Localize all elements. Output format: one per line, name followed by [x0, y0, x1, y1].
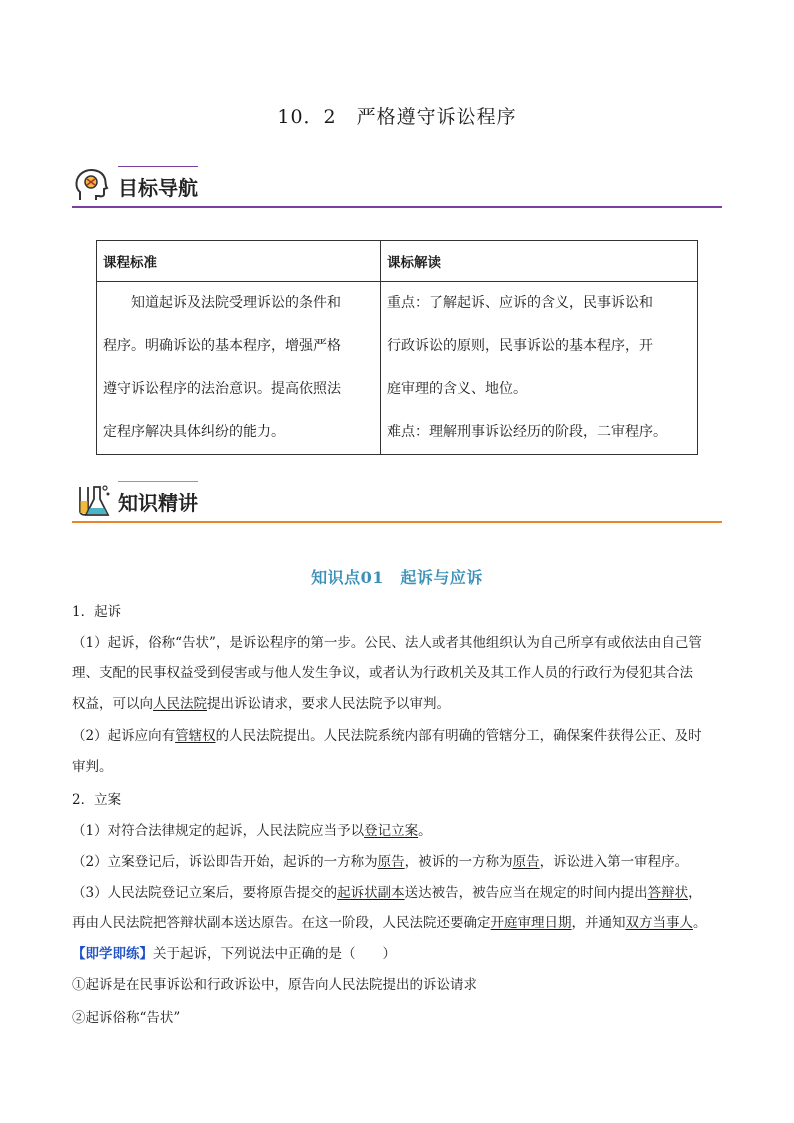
- cell-line: 程序。明确诉讼的基本程序，增强严格: [103, 338, 341, 354]
- key-term: 原告: [512, 854, 540, 870]
- text-segment: 送达被告，被告应当在规定的时间内提出: [404, 885, 648, 901]
- head-lightbulb-icon: [72, 166, 112, 206]
- section-topline: [118, 166, 198, 167]
- section-divider: [72, 521, 722, 523]
- text-segment: 再由人民法院把答辩状副本送达原告。在这一阶段，人民法院还要确定: [72, 915, 491, 931]
- standards-table: [96, 240, 698, 455]
- key-term: 开庭审理日期: [490, 915, 572, 931]
- text-segment: 权益，可以向: [72, 696, 153, 712]
- paragraph-line: [72, 726, 724, 746]
- text-segment: ，: [688, 885, 702, 901]
- key-term: 原告: [377, 854, 405, 870]
- heading-qisu: 1．起诉: [72, 604, 122, 620]
- paragraph-line: 理、支配的民事权益受到侵害或与他人发生争议，或者认为行政机关及其工作人员的行政行为侵犯其合法: [72, 665, 693, 681]
- paragraph-line: [72, 694, 724, 714]
- option-1: ①起诉是在民事诉讼和行政诉讼中，原告向人民法院提出的诉讼请求: [72, 977, 477, 993]
- text-segment: 。: [693, 915, 707, 931]
- question-text: 关于起诉，下列说法中正确的是（ ）: [153, 946, 396, 962]
- option-2: ②起诉俗称“告状”: [72, 1010, 181, 1026]
- paragraph-line: 审判。: [72, 759, 113, 775]
- table-cell-interpretation: [381, 282, 698, 455]
- practice-tag: 【即学即练】: [72, 946, 153, 962]
- text-segment: ，诉讼进入第一审程序。: [539, 854, 689, 870]
- text-segment: ，并通知: [571, 915, 626, 931]
- text-segment: （2）起诉应向有: [72, 728, 176, 744]
- practice-question: [72, 944, 724, 964]
- paragraph-line: （1）起诉，俗称“告状”，是诉讼程序的第一步。公民、法人或者其他组织认为自己所享有或依法由自己管: [72, 635, 702, 651]
- cell-line: 遵守诉讼程序的法治意识。提高依照法: [103, 381, 341, 397]
- cell-line: 知道起诉及法院受理诉讼的条件和: [131, 295, 341, 311]
- key-term: 起诉状副本: [337, 885, 405, 901]
- key-term: 登记立案: [364, 823, 419, 839]
- text-segment: ，被诉的一方称为: [404, 854, 513, 870]
- cell-line: 重点：了解起诉、应诉的含义，民事诉讼和: [387, 295, 653, 311]
- heading-lian: 2．立案: [72, 792, 122, 808]
- paragraph-line: [72, 821, 724, 841]
- paragraph-line: [72, 852, 724, 872]
- section-header-knowledge: [72, 481, 722, 523]
- text-segment: 。: [418, 823, 432, 839]
- key-term: 管辖权: [175, 728, 216, 744]
- cell-line: 定程序解决具体纠纷的能力。: [103, 424, 285, 440]
- flask-icon: [72, 481, 112, 521]
- text-segment: 提出诉讼请求，要求人民法院予以审判。: [207, 696, 450, 712]
- table-cell-standard: [97, 282, 381, 455]
- page-title: 10．2 严格遵守诉讼程序: [277, 106, 517, 128]
- key-term: 人民法院: [153, 696, 207, 712]
- section-divider: [72, 206, 722, 208]
- cell-line: 庭审理的含义、地位。: [387, 381, 527, 397]
- knowledge-point-title: 知识点01 起诉与应诉: [311, 568, 483, 587]
- section-header-goals: [72, 166, 722, 208]
- section-title-knowledge: 知识精讲: [118, 491, 198, 515]
- table-header-cell: 课程标准: [97, 241, 381, 282]
- text-segment: （3）人民法院登记立案后，要将原告提交的: [72, 885, 338, 901]
- text-segment: （1）对符合法律规定的起诉，人民法院应当予以: [72, 823, 365, 839]
- key-term: 双方当事人: [625, 915, 693, 931]
- text-segment: 的人民法院提出。人民法院系统内部有明确的管辖分工，确保案件获得公正、及时: [215, 728, 702, 744]
- section-topline: [118, 481, 198, 482]
- table-header-row: [97, 241, 698, 282]
- paragraph-line: [72, 883, 724, 903]
- section-title-goals: 目标导航: [118, 176, 198, 200]
- table-row: [97, 282, 698, 455]
- table-header-cell: 课标解读: [381, 241, 698, 282]
- cell-line: 难点：理解刑事诉讼经历的阶段，二审程序。: [387, 424, 667, 440]
- paragraph-line: [72, 913, 724, 933]
- key-term: 答辩状: [647, 885, 689, 901]
- text-segment: （2）立案登记后，诉讼即告开始，起诉的一方称为: [72, 854, 378, 870]
- cell-line: 行政诉讼的原则，民事诉讼的基本程序，开: [387, 338, 653, 354]
